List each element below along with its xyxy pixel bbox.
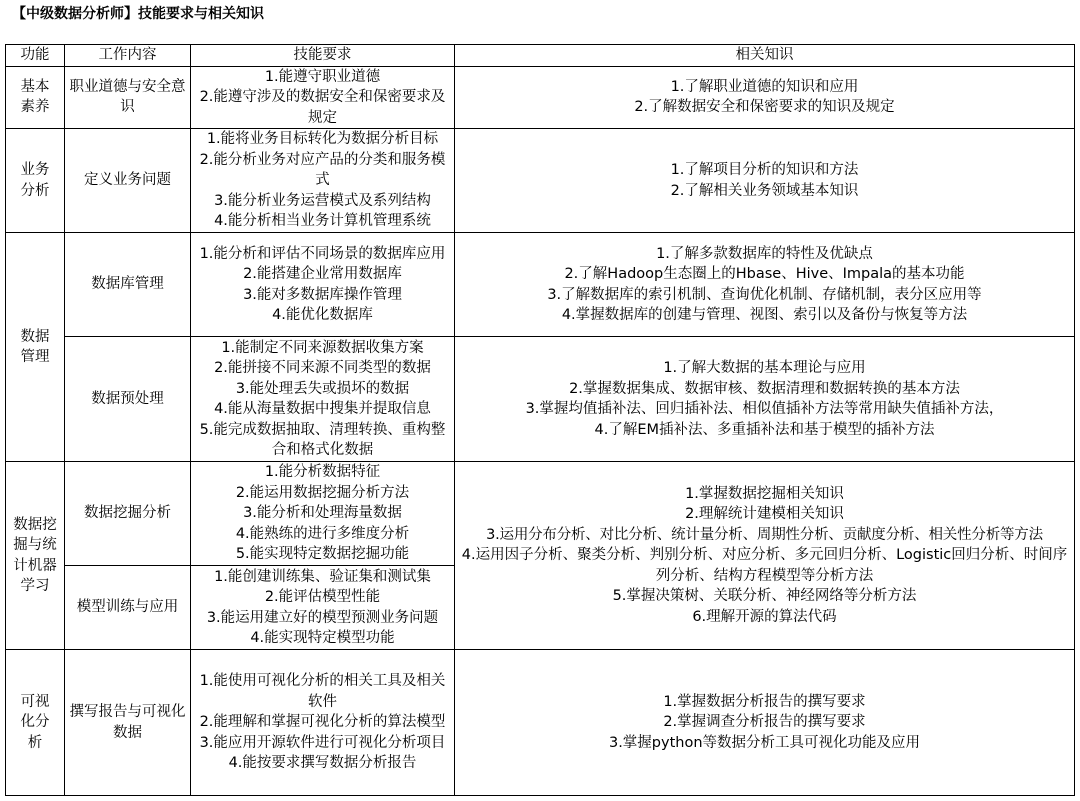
function-cell: 数据挖掘与统计机器学习 bbox=[6, 462, 65, 650]
knowledge-cell: 1.掌握数据分析报告的撰写要求 2.掌握调查分析报告的撰写要求 3.掌握python等数据分析工具可视化功能及应用 bbox=[455, 650, 1075, 796]
knowledge-cell: 1.了解多款数据库的特性及优缺点 2.了解Hadoop生态圈上的Hbase、Hive、Impala的基本功能 3.了解数据库的索引机制、查询优化机制、存储机制，表分区应用等 4.掌握数据库的创建与管理、视图、索引以及备份与恢复等方法 bbox=[455, 233, 1075, 337]
skills-cell: 1.能遵守职业道德 2.能遵守涉及的数据安全和保密要求及规定 bbox=[191, 66, 455, 129]
work-cell: 数据挖掘分析 bbox=[65, 462, 191, 566]
table-row bbox=[6, 66, 1075, 129]
header-work-content: 工作内容 bbox=[65, 45, 191, 67]
function-cell: 数据管理 bbox=[6, 233, 65, 462]
knowledge-cell: 1.了解项目分析的知识和方法 2.了解相关业务领域基本知识 bbox=[455, 129, 1075, 233]
knowledge-cell: 1.了解职业道德的知识和应用 2.了解数据安全和保密要求的知识及规定 bbox=[455, 66, 1075, 129]
knowledge-cell: 1.掌握数据挖掘相关知识 2.理解统计建模相关知识 3.运用分布分析、对比分析、统计量分析、周期性分析、贡献度分析、相关性分析等方法 4.运用因子分析、聚类分析、判别分析、对应分析、多元回归分析、Logistic回归分析、时间序列分析、结构方程模型等分析方法 5.掌握决策树、关联分析、神经网络等分析方法 6.理解开源的算法代码 bbox=[455, 462, 1075, 650]
header-skill-requirements: 技能要求 bbox=[191, 45, 455, 67]
function-cell: 业务分析 bbox=[6, 129, 65, 233]
work-cell: 撰写报告与可视化数据 bbox=[65, 650, 191, 796]
table-row bbox=[6, 233, 1075, 337]
skills-table bbox=[5, 44, 1075, 796]
page-title: 【中级数据分析师】技能要求与相关知识 bbox=[12, 6, 264, 22]
function-cell: 基本素养 bbox=[6, 66, 65, 129]
table-row bbox=[6, 129, 1075, 233]
function-cell: 可视化分析 bbox=[6, 650, 65, 796]
work-cell: 数据预处理 bbox=[65, 337, 191, 462]
work-cell: 职业道德与安全意识 bbox=[65, 66, 191, 129]
work-cell: 数据库管理 bbox=[65, 233, 191, 337]
skills-cell: 1.能分析数据特征 2.能运用数据挖掘分析方法 3.能分析和处理海量数据 4.能熟练的进行多维度分析 5.能实现特定数据挖掘功能 bbox=[191, 462, 455, 566]
skills-cell: 1.能使用可视化分析的相关工具及相关软件 2.能理解和掌握可视化分析的算法模型 3.能应用开源软件进行可视化分析项目 4.能按要求撰写数据分析报告 bbox=[191, 650, 455, 796]
skills-cell: 1.能将业务目标转化为数据分析目标 2.能分析业务对应产品的分类和服务模式 3.能分析业务运营模式及系列结构 4.能分析相当业务计算机管理系统 bbox=[191, 129, 455, 233]
skills-cell: 1.能制定不同来源数据收集方案 2.能拼接不同来源不同类型的数据 3.能处理丢失或损坏的数据 4.能从海量数据中搜集并提取信息 5.能完成数据抽取、清理转换、重构整合和格式化数据 bbox=[191, 337, 455, 462]
header-related-knowledge: 相关知识 bbox=[455, 45, 1075, 67]
table-row bbox=[6, 337, 1075, 462]
table-row bbox=[6, 462, 1075, 566]
header-row bbox=[6, 45, 1075, 67]
knowledge-cell: 1.了解大数据的基本理论与应用 2.掌握数据集成、数据审核、数据清理和数据转换的基本方法 3.掌握均值插补法、回归插补法、相似值插补方法等常用缺失值插补方法， 4.了解EM插补法、多重插补法和基于模型的插补方法 bbox=[455, 337, 1075, 462]
header-function: 功能 bbox=[6, 45, 65, 67]
table-row bbox=[6, 650, 1075, 796]
skills-cell: 1.能分析和评估不同场景的数据库应用 2.能搭建企业常用数据库 3.能对多数据库操作管理 4.能优化数据库 bbox=[191, 233, 455, 337]
skills-cell: 1.能创建训练集、验证集和测试集 2.能评估模型性能 3.能运用建立好的模型预测业务问题 4.能实现特定模型功能 bbox=[191, 566, 455, 650]
work-cell: 模型训练与应用 bbox=[65, 566, 191, 650]
work-cell: 定义业务问题 bbox=[65, 129, 191, 233]
